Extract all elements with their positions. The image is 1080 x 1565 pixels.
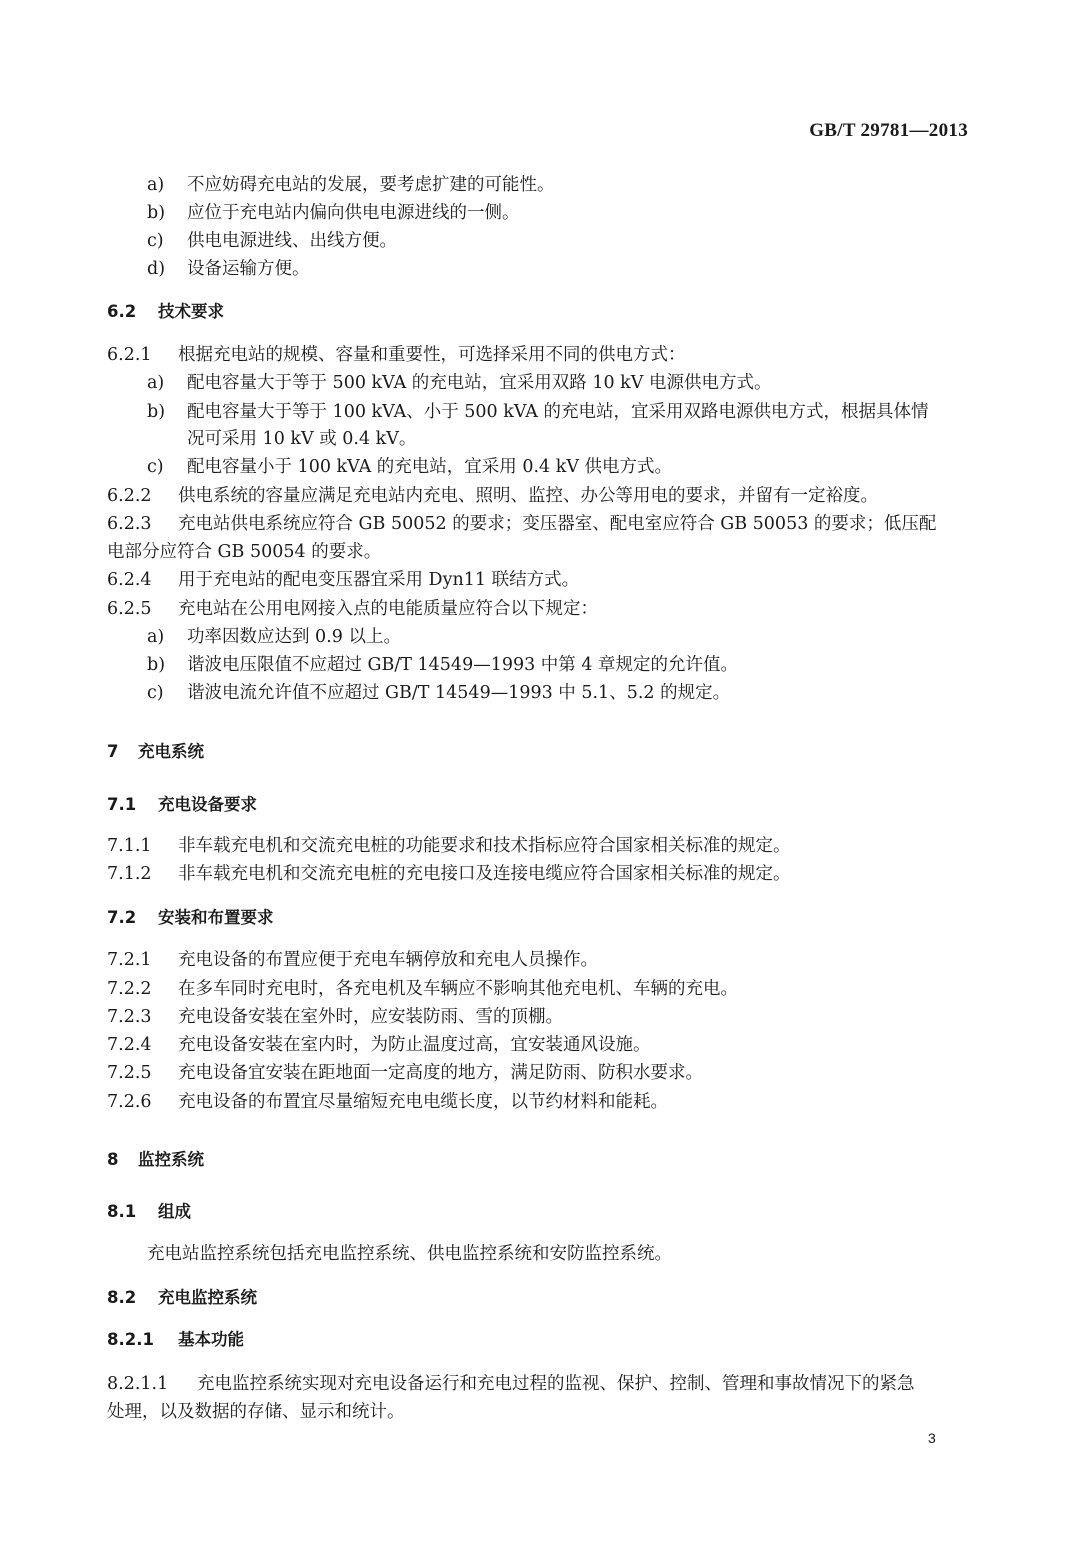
- list-text: 配电容量小于 100 kVA 的充电站，宜采用 0.4 kV 供电方式。: [187, 457, 673, 477]
- clause-text: 用于充电站的配电变压器宜采用 Dyn11 联结方式。: [178, 570, 580, 590]
- list-text: 设备运输方便。: [187, 259, 310, 279]
- list-marker: b): [147, 203, 166, 223]
- section-number: 8.1: [107, 1202, 137, 1221]
- list-marker: b): [147, 655, 166, 675]
- clause-number: 7.2.1: [107, 950, 152, 970]
- section-title: 组成: [158, 1202, 191, 1221]
- clause-number: 7.2.2: [107, 979, 152, 999]
- paragraph-text: 充电站监控系统包括充电监控系统、供电监控系统和安防监控系统。: [147, 1244, 672, 1264]
- clause-text: 供电系统的容量应满足充电站内充电、照明、监控、办公等用电的要求，并留有一定裕度。: [178, 486, 878, 506]
- clause-text: 充电设备宜安装在距地面一定高度的地方，满足防雨、防积水要求。: [178, 1063, 703, 1083]
- list-text: 配电容量大于等于 500 kVA 的充电站，宜采用双路 10 kV 电源供电方式。: [187, 373, 772, 393]
- list-text: 谐波电流允许值不应超过 GB/T 14549—1993 中 5.1、5.2 的规定。: [187, 683, 731, 703]
- clause-number: 7.2.6: [107, 1092, 152, 1112]
- list-text: 不应妨碍充电站的发展，要考虑扩建的可能性。: [187, 175, 555, 195]
- list-text: 供电电源进线、出线方便。: [187, 231, 397, 251]
- clause-number: 7.2.5: [107, 1063, 152, 1083]
- list-text: 应位于充电站内偏向供电电源进线的一侧。: [187, 203, 520, 223]
- section-number: 6.2: [107, 302, 137, 321]
- clause-number: 6.2.2: [107, 486, 152, 506]
- clause-text: 充电站在公用电网接入点的电能质量应符合以下规定：: [178, 599, 598, 619]
- list-text: 配电容量大于等于 100 kVA、小于 500 kVA 的充电站，宜采用双路电源供电方式，根据具体情: [187, 402, 929, 422]
- subsection-title: 基本功能: [178, 1330, 244, 1349]
- clause-text: 充电设备安装在室外时，应安装防雨、雪的顶棚。: [178, 1007, 563, 1027]
- clause-number: 6.2.1: [107, 345, 152, 365]
- chapter-number: 7: [107, 742, 119, 761]
- chapter-title: 监控系统: [138, 1150, 204, 1169]
- clause-number: 7.1.2: [107, 864, 152, 884]
- clause-text: 非车载充电机和交流充电桩的充电接口及连接电缆应符合国家相关标准的规定。: [178, 864, 791, 884]
- clause-text: 充电监控系统实现对充电设备运行和充电过程的监视、保护、控制、管理和事故情况下的紧急: [197, 1374, 915, 1394]
- clause-number: 7.2.4: [107, 1035, 152, 1055]
- clause-number: 6.2.4: [107, 570, 152, 590]
- clause-text: 充电设备的布置应便于充电车辆停放和充电人员操作。: [178, 950, 598, 970]
- clause-text: 处理，以及数据的存储、显示和统计。: [107, 1402, 405, 1422]
- section-number: 7.2: [107, 908, 137, 927]
- section-title: 技术要求: [158, 302, 224, 321]
- section-title: 安装和布置要求: [158, 908, 274, 927]
- list-marker: c): [147, 683, 164, 703]
- clause-number: 6.2.3: [107, 514, 152, 534]
- list-marker: d): [147, 259, 166, 279]
- list-marker: b): [147, 402, 166, 422]
- section-title: 充电监控系统: [158, 1288, 257, 1307]
- clause-text: 充电设备的布置宜尽量缩短充电电缆长度，以节约材料和能耗。: [178, 1092, 668, 1112]
- chapter-number: 8: [107, 1150, 119, 1169]
- clause-number: 6.2.5: [107, 599, 152, 619]
- clause-text: 在多车同时充电时，各充电机及车辆应不影响其他充电机、车辆的充电。: [178, 979, 738, 999]
- section-number: 8.2: [107, 1288, 137, 1307]
- list-marker: a): [147, 373, 165, 393]
- chapter-title: 充电系统: [138, 742, 204, 761]
- clause-text: 充电站供电系统应符合 GB 50052 的要求；变压器室、配电室应符合 GB 50053 的要求；低压配: [178, 514, 937, 534]
- list-text: 谐波电压限值不应超过 GB/T 14549—1993 中第 4 章规定的允许值。: [187, 655, 739, 675]
- section-number: 7.1: [107, 795, 137, 814]
- list-marker: c): [147, 231, 164, 251]
- standard-code: GB/T 29781—2013: [809, 120, 968, 141]
- list-marker: a): [147, 175, 165, 195]
- list-marker: a): [147, 627, 165, 647]
- clause-text: 充电设备安装在室内时，为防止温度过高，宜安装通风设施。: [178, 1035, 651, 1055]
- clause-text: 电部分应符合 GB 50054 的要求。: [107, 542, 382, 562]
- clause-text: 根据充电站的规模、容量和重要性，可选择采用不同的供电方式：: [178, 345, 686, 365]
- section-title: 充电设备要求: [158, 795, 257, 814]
- clause-number: 7.2.3: [107, 1007, 152, 1027]
- clause-number: 7.1.1: [107, 836, 152, 856]
- list-text: 功率因数应达到 0.9 以上。: [187, 627, 401, 647]
- subsection-number: 8.2.1: [107, 1330, 154, 1349]
- list-marker: c): [147, 457, 164, 477]
- clause-number: 8.2.1.1: [107, 1374, 169, 1394]
- page-number: 3: [928, 1430, 936, 1446]
- list-text: 况可采用 10 kV 或 0.4 kV。: [187, 429, 417, 449]
- clause-text: 非车载充电机和交流充电桩的功能要求和技术指标应符合国家相关标准的规定。: [178, 836, 791, 856]
